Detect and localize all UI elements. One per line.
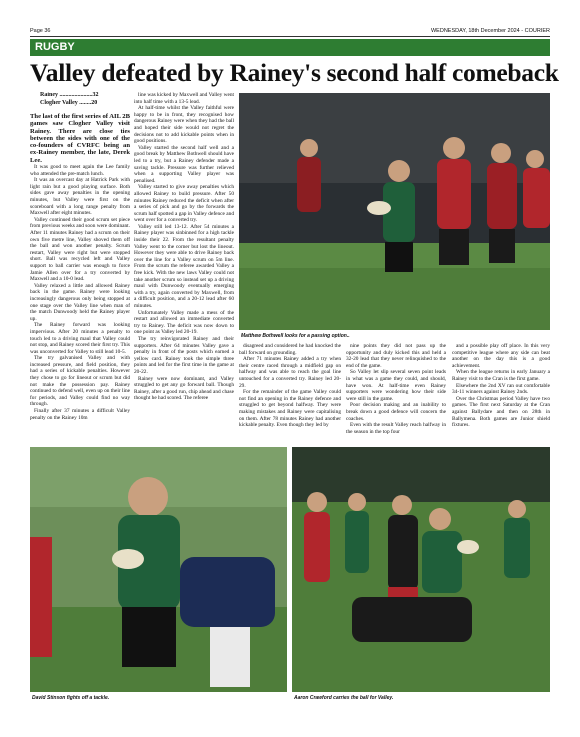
paragraph: It was an overcast day at Hatrick Park with light rain but a good playing surface. Both sides gave away penalties in the opening minutes, but Valley were first on the scoreboard with a long range penalty from Maxwell after eight minutes. xyxy=(30,177,130,217)
paragraph: So Valley let slip several seven point leads in what was a game they could, and should, have won. At half-time even Rainey supporters were wondering how their side were still in the game. xyxy=(346,369,446,402)
paragraph: Finally after 37 minutes a difficult Valley penalty on the Rainey 10m xyxy=(30,408,130,421)
score-line: Clogher Valley ........20 xyxy=(40,99,98,106)
score-line: Rainey ......................32 xyxy=(40,92,99,98)
article-column-3 xyxy=(239,343,341,443)
paragraph: After 71 minutes Rainey added a try when their centre raced through a midfield gap on halfway and was able to reach the goal line untouched for a converted try. Rainey led 20-29. xyxy=(239,356,341,389)
section-banner xyxy=(30,39,550,56)
paragraph: line was kicked by Maxwell and Valley went into half time with a 13-5 lead. xyxy=(134,92,234,105)
bottom-right-caption: Aaron Crawford carries the ball for Valley. xyxy=(294,695,394,701)
main-photo-caption: Matthew Bothwell looks for a passing option.. xyxy=(241,333,350,339)
date-line: WEDNESDAY, 18th December 2024 - COURIER xyxy=(430,28,550,34)
paragraph: Elsewhere the 2nd XV ran out comfortable 34-11 winners against Rainey 2nds. xyxy=(452,382,550,396)
article-column-4 xyxy=(346,343,446,443)
article-column-5 xyxy=(452,343,550,443)
paragraph: Valley started to give away penalties which allowed Rainey to build pressure. After 50 minutes Rainey reduced the deficit when after a series of pick and go by the forwards the scrum half spotted a gap in Valley defence and went over for a converted try. xyxy=(134,184,234,224)
paragraph: For the remainder of the game Valley could not find an opening in the Rainey defence and struggled to get beyond halfway. They were making mistakes and Rainey were capitalising on them. After 78 minutes Rainey had another kickable penalty. Even though they led by xyxy=(239,389,341,429)
page-number: Page 36 xyxy=(30,28,51,34)
article-column-2 xyxy=(134,92,234,442)
paragraph: Valley relaxed a little and allowed Rainey back in the game. Rainey were looking increasingly dangerous only being stopped at one stage over the Valley line when man of the match Dunwoody held the Rainey player up. xyxy=(30,282,130,322)
section-label: RUGBY xyxy=(35,41,75,53)
paragraph: It was good to meet again the Lee family who attended the pre-match lunch. xyxy=(30,164,130,177)
paragraph: Poor decision making and an inability to break down a good defence will concern the coaches. xyxy=(346,402,446,422)
page-header xyxy=(30,26,550,36)
headline: Valley defeated by Rainey's second half comeback xyxy=(30,58,559,87)
bottom-right-photo xyxy=(292,447,550,692)
paragraph: At half-time whilst the Valley faithful were happy to be in front, they recognised how dangerous Rainey were when they had the ball and hoped their side would not regret the decisions not to add kickable points when in good positions. xyxy=(134,105,234,145)
paragraph: The try galvanised Valley and with increased pressure, and field position, they had a series of kickable penalties. However they chose to go for lineout or scrum but did not make the possession pay. Rainey continued to defend well, even up on their line for periods, and Valley could find no way through. xyxy=(30,355,130,408)
paragraph: Valley continued their good scrum set piece from previous weeks and soon were dominant. After 11 minutes Rainey had a scrum on their own five metre line, Valley shoved them off the ball and won another penalty. Scrum restart, Valley were right but were stopped short. Ball was recycled left and Valley support to ball carrier was enough to force Jamie Allen over for a try converted by Maxwell and a 10-0 lead. xyxy=(30,216,130,283)
paragraph: nine points they did not pass up the opportunity and duly kicked this and held a 32-20 lead that they never relinquished to the end of the game. xyxy=(346,343,446,369)
paragraph: Over the Christmas period Valley have two games. The first next Saturday at the Cran against Ballydare and then on 28th in Ballymena. Both games are Junior shield fixtures. xyxy=(452,395,550,429)
paragraph: disagreed and considered he had knocked the ball forward on grounding. xyxy=(239,343,341,356)
paragraph: The Rainey forward was looking impervious. After 20 minutes a penalty to touch led to a driving maul that Valley could not stop, and Rainey scored their first try. This was unconverted for Valley to still lead 10-5. xyxy=(30,322,130,355)
paragraph: Even with the result Valley reach halfway in the season in the top four xyxy=(346,422,446,435)
paragraph: Rainey were now dominant, and Valley struggled to get any go forward ball. Though Rainey, after a good run, chip ahead and chase thought he had scored. The referee xyxy=(134,375,234,402)
paragraph: The try reinvigorated Rainey and their supporters. After 64 minutes Valley gave a penalty in front of the posts which earned a yellow card. Rainey took the simple three points and led for the first time in the game at 20-22. xyxy=(134,335,234,375)
paragraph: Valley started the second half well and a good break by Matthew Bothwell should have led to a try, but a Rainey defender made a saving tackle. Pressure was further relieved when a supporting Valley player was penalised. xyxy=(134,144,234,184)
article-column-1 xyxy=(30,92,130,442)
paragraph: Unfortunately Valley made a mess of the restart and allowed an immediate converted try to Rainey. The deficit was now down to one point as Valley led 20-19. xyxy=(134,309,234,336)
paragraph: When the league returns in early January a Rainey visit to the Cran is the first game. xyxy=(452,369,550,382)
paragraph: and a possible play off place. In this very competitive league where any side can beat another on the day this is a good achievement. xyxy=(452,343,550,369)
main-photo xyxy=(239,93,550,330)
bottom-left-photo xyxy=(30,447,287,692)
paragraph: Valley still led 13-12. After 54 minutes a Rainey player was sinbinned for a high tackle inside their 22. From the resultant penalty Valley went to the corner but lost the lineout. However they were able to drive Rainey back over the line for a Valley scrum on 5m line. From the scrum the referee awarded Valley a free kick. With the new laws Valley could not take another scrum so instead set up a driving maul with Dunwoody eventually emerging with a try, again converted by Maxwell, from a difficult position, and a 20-12 lead after 60 minutes. xyxy=(134,223,234,309)
intro-paragraph: The last of the first series of AIL 2B games saw Clogher Valley visit Rainey. There are close ties between the sides with one of the co-founders of CVRFC being an ex-Rainey member, the late, Derek Lee. xyxy=(30,113,130,164)
bottom-left-caption: David Stinson fights off a tackle. xyxy=(32,695,110,701)
header-rule xyxy=(30,36,550,37)
